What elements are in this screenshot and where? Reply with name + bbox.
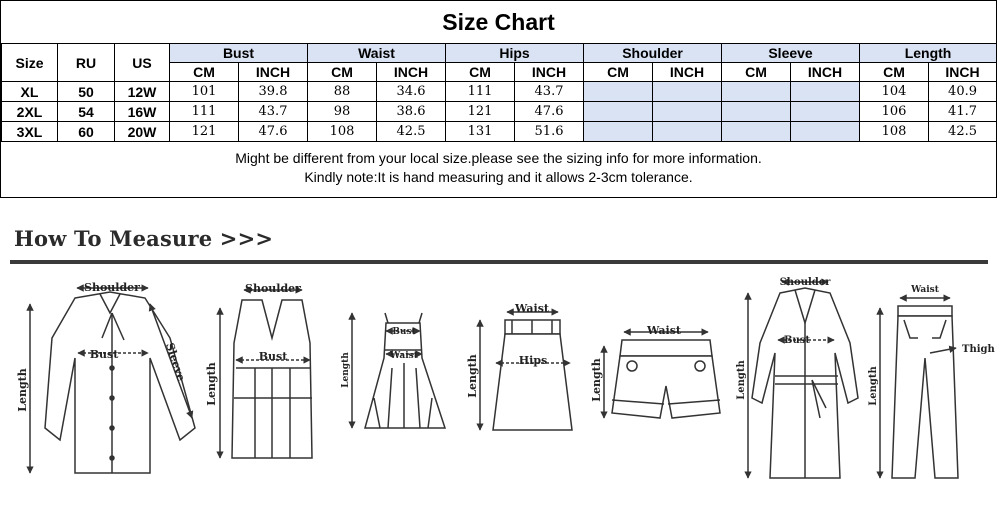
header-length-cm: CM — [860, 63, 929, 82]
tank-top-icon — [220, 290, 312, 458]
cell-us: 16W — [115, 102, 170, 122]
header-size: Size — [2, 44, 58, 82]
cell-ru: 60 — [58, 122, 115, 142]
cell-sleeve-inch — [791, 122, 860, 142]
blouse-icon — [30, 288, 195, 473]
header-length: Length — [860, 44, 997, 63]
note-line-1: Might be different from your local size.please see the sizing info for more information. — [235, 150, 762, 166]
cell-sleeve-inch — [791, 102, 860, 122]
header-hips: Hips — [446, 44, 584, 63]
header-ru: RU — [58, 44, 115, 82]
cell-hips-inch: 43.7 — [515, 82, 584, 102]
label-length: Length — [466, 354, 479, 398]
label-length: Length — [736, 360, 747, 400]
cell-size: 2XL — [2, 102, 58, 122]
measurement-illustrations — [0, 268, 997, 516]
how-to-measure-title: How To Measure >>> — [14, 226, 274, 251]
label-length: Length — [205, 362, 218, 406]
header-waist-inch: INCH — [377, 63, 446, 82]
divider — [10, 260, 988, 264]
header-waist: Waist — [308, 44, 446, 63]
table-row — [2, 122, 997, 142]
notes — [1, 149, 996, 187]
shorts-icon — [604, 332, 720, 418]
cell-length-cm: 106 — [860, 102, 929, 122]
label-sleeve: Sleeve — [163, 341, 188, 383]
cell-bust-inch: 39.8 — [239, 82, 308, 102]
cell-sleeve-cm — [722, 82, 791, 102]
label-bust: Bust — [89, 348, 119, 361]
cell-bust-inch: 43.7 — [239, 102, 308, 122]
cell-bust-inch: 47.6 — [239, 122, 308, 142]
label-shoulder: Shoulder — [779, 277, 831, 288]
cell-hips-cm: 111 — [446, 82, 515, 102]
size-table — [1, 43, 997, 142]
table-row — [2, 102, 997, 122]
label-length: Length — [590, 358, 603, 402]
cell-waist-cm: 108 — [308, 122, 377, 142]
label-shoulder: Shoulder — [84, 281, 140, 294]
cell-length-inch: 42.5 — [929, 122, 997, 142]
cell-length-cm: 108 — [860, 122, 929, 142]
cell-length-inch: 41.7 — [929, 102, 997, 122]
label-bust: Bust — [392, 327, 416, 337]
header-shoulder-cm: CM — [584, 63, 653, 82]
header-length-inch: INCH — [929, 63, 997, 82]
cell-shoulder-inch — [653, 102, 722, 122]
cell-hips-inch: 51.6 — [515, 122, 584, 142]
label-waist: Waist — [911, 285, 939, 295]
header-waist-cm: CM — [308, 63, 377, 82]
cell-hips-cm: 121 — [446, 102, 515, 122]
cell-ru: 54 — [58, 102, 115, 122]
header-us: US — [115, 44, 170, 82]
label-waist: Waist — [515, 302, 549, 315]
size-chart — [0, 0, 997, 198]
header-sleeve: Sleeve — [722, 44, 860, 63]
jeans-icon — [880, 298, 958, 478]
header-sleeve-cm: CM — [722, 63, 791, 82]
header-hips-inch: INCH — [515, 63, 584, 82]
cell-sleeve-cm — [722, 122, 791, 142]
cell-bust-cm: 121 — [170, 122, 239, 142]
label-bust: Bust — [258, 350, 288, 363]
skirt-icon — [480, 312, 572, 430]
chart-title: Size Chart — [442, 9, 555, 35]
cell-bust-cm: 101 — [170, 82, 239, 102]
cell-length-inch: 40.9 — [929, 82, 997, 102]
table-row — [2, 82, 997, 102]
label-length: Length — [868, 366, 879, 406]
cell-size: XL — [2, 82, 58, 102]
cell-shoulder-cm — [584, 122, 653, 142]
cell-waist-inch: 34.6 — [377, 82, 446, 102]
cell-waist-cm: 88 — [308, 82, 377, 102]
trench-coat-icon — [748, 282, 858, 478]
label-waist: Waist — [390, 351, 418, 361]
header-bust-cm: CM — [170, 63, 239, 82]
cell-sleeve-cm — [722, 102, 791, 122]
header-sleeve-inch: INCH — [791, 63, 860, 82]
header-shoulder-inch: INCH — [653, 63, 722, 82]
label-shoulder: Shoulder — [245, 282, 301, 295]
cell-waist-inch: 42.5 — [377, 122, 446, 142]
cell-hips-inch: 47.6 — [515, 102, 584, 122]
cell-ru: 50 — [58, 82, 115, 102]
cell-bust-cm: 111 — [170, 102, 239, 122]
label-bust: Bust — [784, 335, 810, 346]
cell-us: 20W — [115, 122, 170, 142]
note-line-2: Kindly note:It is hand measuring and it allows 2-3cm tolerance. — [304, 169, 693, 185]
cell-waist-cm: 98 — [308, 102, 377, 122]
cell-sleeve-inch — [791, 82, 860, 102]
header-shoulder: Shoulder — [584, 44, 722, 63]
label-thigh: Thigh — [962, 344, 995, 355]
cell-length-cm: 104 — [860, 82, 929, 102]
label-waist: Waist — [647, 324, 681, 337]
cell-hips-cm: 131 — [446, 122, 515, 142]
cell-shoulder-cm — [584, 102, 653, 122]
header-bust-inch: INCH — [239, 63, 308, 82]
cell-us: 12W — [115, 82, 170, 102]
cell-shoulder-inch — [653, 122, 722, 142]
label-length: Length — [341, 352, 351, 388]
cell-size: 3XL — [2, 122, 58, 142]
cell-waist-inch: 38.6 — [377, 102, 446, 122]
cell-shoulder-cm — [584, 82, 653, 102]
header-hips-cm: CM — [446, 63, 515, 82]
label-hips: Hips — [518, 354, 548, 367]
label-length: Length — [16, 368, 29, 412]
cell-shoulder-inch — [653, 82, 722, 102]
header-bust: Bust — [170, 44, 308, 63]
